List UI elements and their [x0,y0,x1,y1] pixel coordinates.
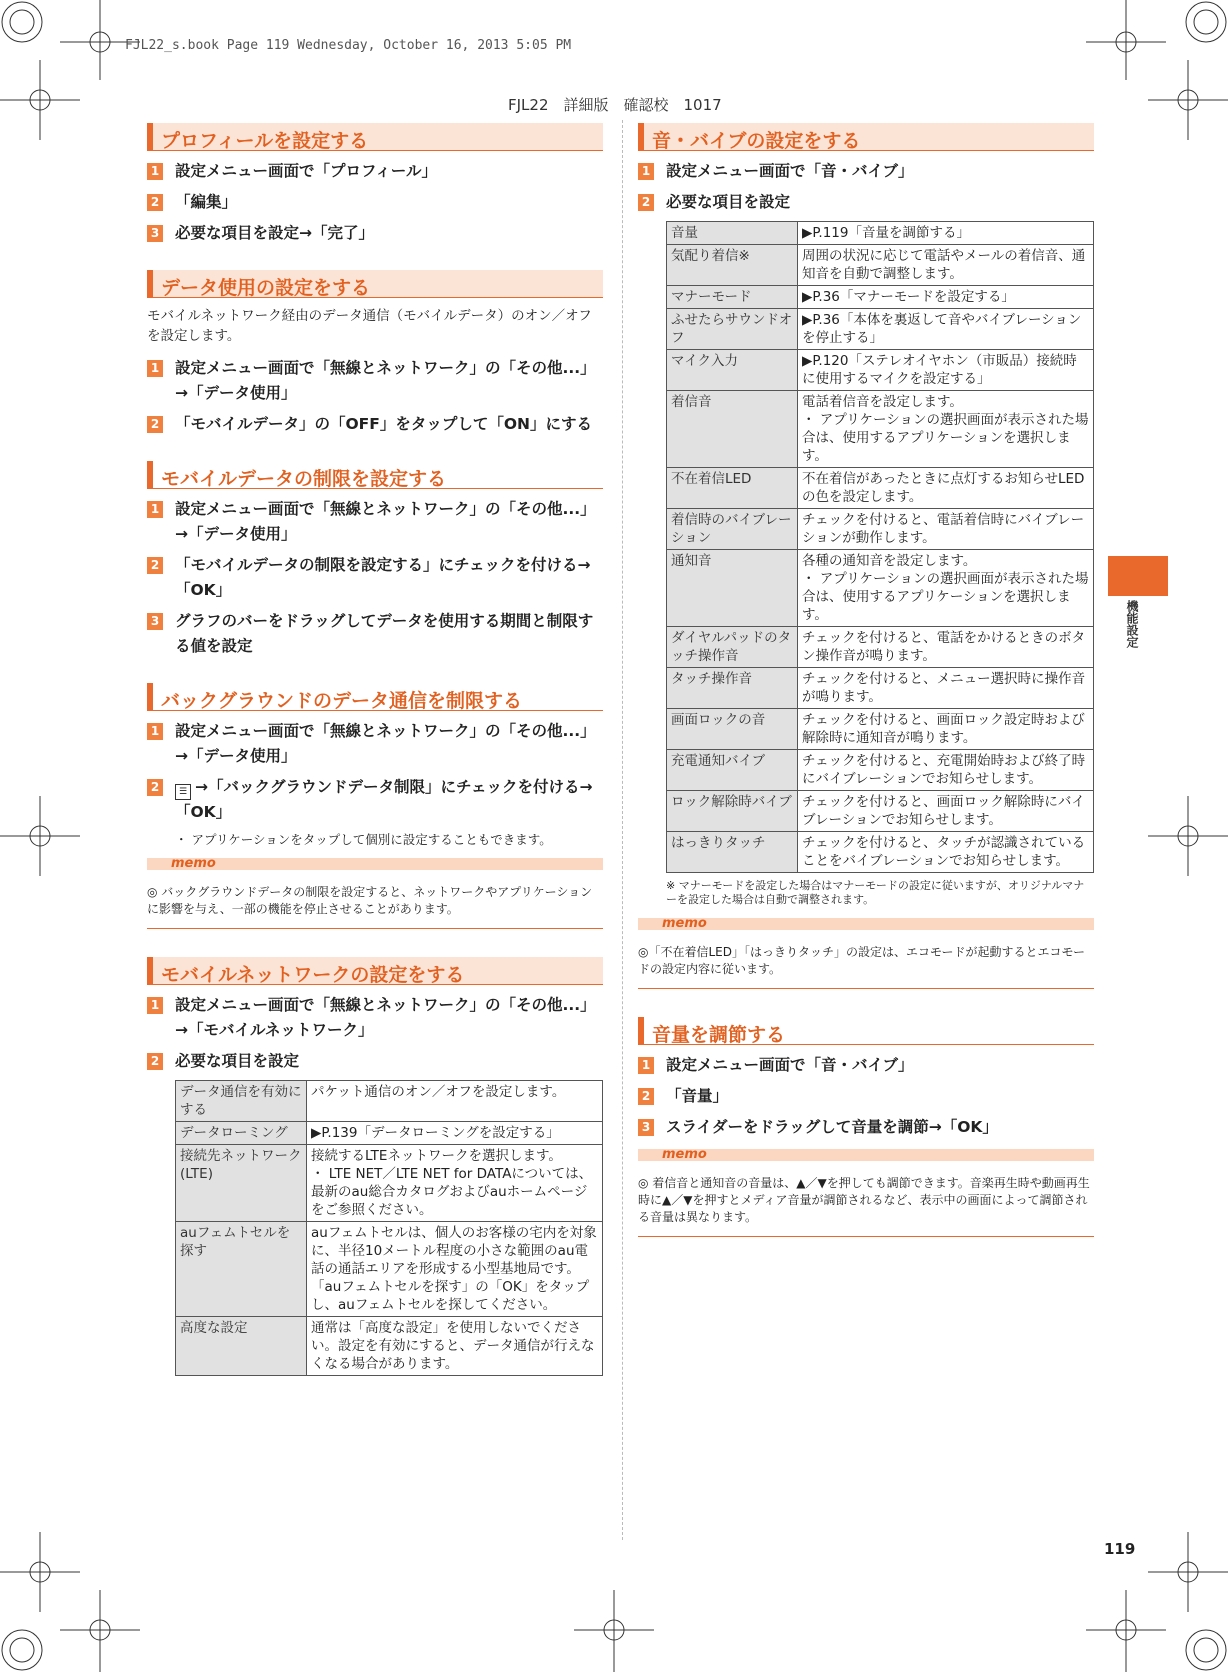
step: 1 設定メニュー画面で「音・バイブ」 [638,159,1094,184]
version-header: FJL22 詳細版 確認校 1017 [508,96,722,114]
bullet-note: ・ アプリケーションをタップして個別に設定することもできます。 [175,832,552,847]
row-key: 通知音 [667,550,798,627]
section-volume: 音量を調節する [638,1017,1094,1045]
step: 3 グラフのバーをドラッグしてデータを使用する期間と制限する値を設定 [147,609,603,659]
row-value: チェックを付けると、画面ロック設定時および解除時に通知音が鳴ります。 [798,709,1094,750]
row-value: ▶P.36「マナーモードを設定する」 [798,286,1094,309]
step: 1 設定メニュー画面で「音・バイブ」 [638,1053,1094,1078]
memo-label: memo [171,856,216,871]
row-value: ▶P.120「ステレオイヤホン（市販品）接続時に使用するマイクを設定する」 [798,350,1094,391]
row-key: 着信時のバイブレーション [667,509,798,550]
row-value: auフェムトセルは、個人のお客様の宅内を対象に、半径10メートル程度の小さな範囲のau電話の通話エリアを形成する小型基地局です。「auフェムトセルを探す」の「OK」をタップし、auフェムトセルを探してください。 [307,1222,603,1317]
step: 1 設定メニュー画面で「無線とネットワーク」の「その他...」→「データ使用」 [147,497,603,547]
row-value: 通常は「高度な設定」を使用しないでください。設定を有効にすると、データ通信が行えなくなる場合があります。 [307,1317,603,1376]
row-value: チェックを付けると、電話をかけるときのボタン操作音が鳴ります。 [798,627,1094,668]
row-value: 電話着信音を設定します。 ・ アプリケーションの選択画面が表示された場合は、使用するアプリケーションを選択します。 [798,391,1094,468]
row-value: チェックを付けると、画面ロック解除時にバイブレーションでお知らせします。 [798,791,1094,832]
memo-label: memo [662,1147,707,1162]
row-key: 気配り着信※ [667,245,798,286]
left-column [147,123,603,1376]
side-tab-label: 機能設定 [1125,600,1139,648]
section-background: バックグラウンドのデータ通信を制限する [147,683,603,711]
row-key: 画面ロックの音 [667,709,798,750]
memo-text: ◎「不在着信LED」「はっきりタッチ」の設定は、エコモードが起動するとエコモードの設定内容に従います。 [638,944,1094,989]
row-value: 不在着信があったときに点灯するお知らせLEDの色を設定します。 [798,468,1094,509]
row-value: チェックを付けると、メニュー選択時に操作音が鳴ります。 [798,668,1094,709]
step: 1 設定メニュー画面で「無線とネットワーク」の「その他...」→「データ使用」 [147,719,603,769]
table-row [667,309,1094,350]
file-header: FJL22_s.book Page 119 Wednesday, October 16, 2013 5:05 PM [125,38,572,53]
row-key: 音量 [667,222,798,245]
section-data-usage: データ使用の設定をする [147,270,603,298]
row-value: ▶P.119「音量を調節する」 [798,222,1094,245]
row-value: 周囲の状況に応じて電話やメールの着信音、通知音を自動で調整します。 [798,245,1094,286]
step: 1 設定メニュー画面で「プロフィール」 [147,159,603,184]
data-usage-desc: モバイルネットワーク経由のデータ通信（モバイルデータ）のオン／オフを設定します。 [147,308,592,344]
row-value: チェックを付けると、充電開始時および終了時にバイブレーションでお知らせします。 [798,750,1094,791]
row-key: データローミング [176,1122,307,1145]
row-key: ロック解除時バイブ [667,791,798,832]
row-value: チェックを付けると、タッチが認識されていることをバイブレーションでお知らせします。 [798,832,1094,873]
row-key: マナーモード [667,286,798,309]
step: 1 設定メニュー画面で「無線とネットワーク」の「その他...」→「モバイルネットワーク」 [147,993,603,1043]
table-row [667,391,1094,468]
row-value: ▶P.36「本体を裏返して音やバイブレーションを停止する」 [798,309,1094,350]
row-value: ▶P.139「データローミングを設定する」 [307,1122,603,1145]
row-value: 接続するLTEネットワークを選択します。 ・ LTE NET／LTE NET for DATAについては、最新のau総合カタログおよびauホームページをご参照ください。 [307,1145,603,1222]
step: 3 必要な項目を設定→「完了」 [147,221,603,246]
memo-box [147,856,603,884]
row-key: タッチ操作音 [667,668,798,709]
table-row [176,1145,603,1222]
table-row [667,509,1094,550]
step: 2 「モバイルデータの制限を設定する」にチェックを付ける→「OK」 [147,553,603,603]
table-row [176,1081,603,1122]
section-profile: プロフィールを設定する [147,123,603,151]
row-key: データ通信を有効にする [176,1081,307,1122]
footnote: ※ マナーモードを設定した場合はマナーモードの設定に従いますが、オリジナルマナーを設定した場合は自動で調整されます。 [666,879,1085,906]
section-mobile-network: モバイルネットワークの設定をする [147,957,603,985]
row-key: auフェムトセルを探す [176,1222,307,1317]
memo-box [638,916,1094,944]
table-row [176,1122,603,1145]
section-sound: 音・バイブの設定をする [638,123,1094,151]
table-row [667,791,1094,832]
memo-text: ◎ 着信音と通知音の音量は、▲／▼を押しても調節できます。音楽再生時や動画再生時に▲／▼を押すとメディア音量が調節されるなど、表示中の画面によって調節される音量は異なります。 [638,1175,1094,1237]
memo-box [638,1147,1094,1175]
table-row [176,1222,603,1317]
row-key: 高度な設定 [176,1317,307,1376]
page-number: 119 [1104,1540,1136,1558]
step: 2 ☰ →「バックグラウンドデータ制限」にチェックを付ける→「OK」 [147,775,603,825]
network-table-wrap [147,1080,603,1376]
row-value: チェックを付けると、電話着信時にバイブレーションが動作します。 [798,509,1094,550]
row-key: マイク入力 [667,350,798,391]
row-key: ダイヤルパッドのタッチ操作音 [667,627,798,668]
side-tab [1108,556,1168,596]
step: 3 スライダーをドラッグして音量を調節→「OK」 [638,1115,1094,1140]
table-row [667,286,1094,309]
memo-label: memo [662,916,707,931]
row-key: 充電通知バイブ [667,750,798,791]
table-row [667,550,1094,627]
row-key: 接続先ネットワーク(LTE) [176,1145,307,1222]
row-key: 着信音 [667,391,798,468]
right-column [638,123,1094,1265]
table-row [667,627,1094,668]
table-row [667,832,1094,873]
step: 2 「モバイルデータ」の「OFF」をタップして「ON」にする [147,412,603,437]
table-row [667,750,1094,791]
memo-text: ◎ バックグラウンドデータの制限を設定すると、ネットワークやアプリケーションに影響を与え、一部の機能を停止させることがあります。 [147,884,603,929]
table-row [667,350,1094,391]
step: 2 「音量」 [638,1084,1094,1109]
table-row [667,222,1094,245]
table-row [667,668,1094,709]
table-row [176,1317,603,1376]
menu-icon: ☰ [175,784,191,800]
table-row [667,468,1094,509]
sound-table-wrap [638,221,1094,907]
row-key: ふせたらサウンドオフ [667,309,798,350]
step: 2 「編集」 [147,190,603,215]
step: 2 必要な項目を設定 [147,1049,603,1074]
column-divider [622,120,623,1540]
table-row [667,709,1094,750]
sound-table [666,221,1094,873]
table-row [667,245,1094,286]
section-mobile-limit: モバイルデータの制限を設定する [147,461,603,489]
step: 2 必要な項目を設定 [638,190,1094,215]
step: 1 設定メニュー画面で「無線とネットワーク」の「その他...」→「データ使用」 [147,356,603,406]
row-value: 各種の通知音を設定します。 ・ アプリケーションの選択画面が表示された場合は、使用するアプリケーションを選択します。 [798,550,1094,627]
network-table [175,1080,603,1376]
row-value: パケット通信のオン／オフを設定します。 [307,1081,603,1122]
row-key: 不在着信LED [667,468,798,509]
row-key: はっきりタッチ [667,832,798,873]
